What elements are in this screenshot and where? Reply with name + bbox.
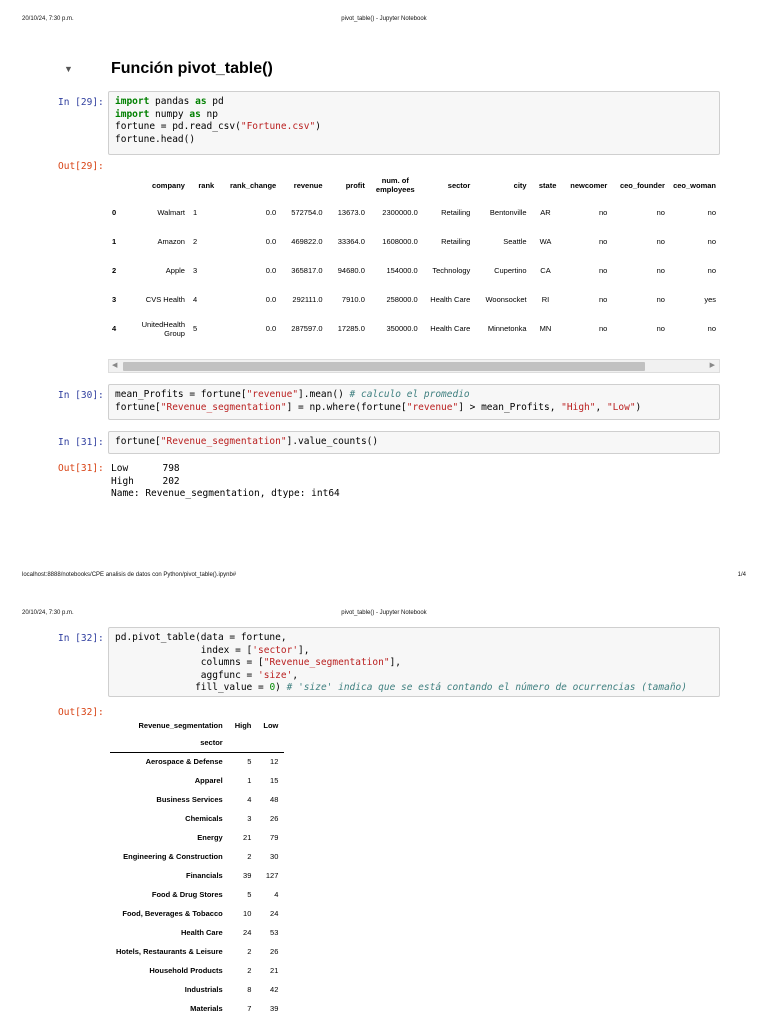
code-cell-30[interactable] [108,384,720,420]
pivot-cell: 21 [270,966,279,975]
table-cell: Apple [165,266,185,275]
code-cell-29[interactable] [108,91,720,155]
input-prompt-32: In [32]: [58,633,104,644]
table-cell: 1608000.0 [382,237,418,246]
table-cell: Woonsocket [485,295,527,304]
print-title: pivot_table() - Jupyter Notebook [341,16,427,22]
code-text: ], [298,644,310,656]
column-header: city [513,180,527,190]
code-text: pd [206,96,224,107]
pivot-cell: 4 [274,890,279,899]
table-cell: 3 [192,266,198,275]
pivot-row-label: Energy [197,833,223,842]
input-prompt-31: In [31]: [58,437,104,448]
print-title-page2: pivot_table() - Jupyter Notebook [341,610,427,616]
pivot-row-label: Food, Beverages & Tobacco [122,909,223,918]
code-text: pd.pivot_table(data = fortune, [115,632,287,643]
table-cell: Technology [432,266,471,275]
pivot-cell: 5 [247,890,252,899]
pivot-cell: 39 [243,871,252,880]
table-row [110,771,284,790]
kw-as: as [189,108,201,120]
table-row [110,942,284,961]
row-index: 3 [112,295,117,304]
table-cell: 0.0 [265,266,277,275]
table-cell: 2300000.0 [382,208,418,217]
code-string: "revenue" [406,401,459,413]
table-row [110,923,284,942]
column-header: profit [345,180,365,190]
table-cell: Retailing [441,208,471,217]
table-cell: 154000.0 [386,266,418,275]
table-cell: 2 [192,237,198,246]
table-cell: no [599,237,608,246]
table-cell: 258000.0 [386,295,418,304]
code-string: "Fortune.csv" [240,121,316,132]
code-text: ) [315,121,321,132]
code-comment: # calculo el promedio [349,389,470,400]
pivot-cell: 48 [270,795,279,804]
table-cell: MN [539,324,552,333]
table-cell: no [707,266,716,275]
column-header: num. of employees [375,176,415,194]
code-cell-32[interactable] [108,627,720,697]
column-header: state [538,180,557,190]
pivot-row-label: Business Services [156,795,223,804]
code-string: "High" [561,401,596,413]
pivot-cell: 30 [270,852,279,861]
table-row [108,285,720,314]
pivot-output [110,716,284,1018]
table-row [108,227,720,256]
table-cell: UnitedHealth Group [141,319,185,338]
pivot-cell: 53 [270,928,279,937]
output-line: Name: Revenue_segmentation, dtype: int64 [111,488,340,499]
pivot-row-label: Industrials [184,985,223,994]
column-header [108,172,127,198]
pivot-header-row [110,716,284,734]
code-text: index = [ [115,644,253,656]
table-row [110,980,284,999]
pivot-index-row [110,734,284,752]
pivot-cell: 127 [265,871,279,880]
table-cell: 94680.0 [337,266,365,275]
scrollbar-thumb[interactable] [123,362,645,371]
pivot-empty [229,734,258,752]
table-cell: 4 [192,295,198,304]
pivot-cell: 26 [270,814,279,823]
row-index: 2 [112,266,117,275]
table-cell: 1 [192,208,198,217]
code-string: "Low" [606,401,636,413]
table-cell: Health Care [430,295,471,304]
code-text: fortune[ [115,401,161,413]
table-cell: Walmart [157,208,185,217]
pivot-empty [257,734,284,752]
code-text: aggfunc = [115,669,258,681]
print-date-page2: 20/10/24, 7:30 p.m. [22,610,74,616]
pivot-cell: 26 [270,947,279,956]
table-cell: Minnetonka [487,324,527,333]
pivot-cell: 7 [247,1004,252,1013]
pivot-cell: 24 [270,909,279,918]
pivot-cell: 12 [270,757,279,767]
table-cell: AR [540,208,551,217]
code-text: ].mean() [298,389,350,400]
print-date: 20/10/24, 7:30 p.m. [22,16,74,22]
table-row [110,752,284,771]
code-string: "Revenue_segmentation" [263,657,390,668]
pivot-cell: 2 [247,966,252,975]
pivot-cell: 39 [270,1004,279,1013]
table-cell: no [656,266,665,275]
table-cell: CVS Health [145,295,185,304]
input-prompt-30: In [30]: [58,390,104,401]
code-text: ], [389,657,402,668]
input-prompt-29: In [29]: [58,97,104,108]
column-header: ceo_woman [673,180,716,190]
table-cell: no [656,237,665,246]
table-row [110,999,284,1018]
code-text: numpy [149,108,190,120]
pivot-cell: 3 [247,814,252,823]
table-cell: 0.0 [265,208,277,217]
pivot-cell: 8 [247,985,252,994]
column-header: company [152,180,185,190]
table-row [108,198,720,227]
table-cell: 469822.0 [291,237,323,246]
horizontal-scrollbar[interactable] [108,359,720,373]
pivot-cell: 10 [243,909,252,918]
code-string: "Revenue_segmentation" [160,436,287,447]
code-text: ] > mean_Profits, [458,401,562,413]
pivot-row-label: Health Care [181,928,223,937]
column-header: sector [447,180,471,190]
pivot-row-label: Apparel [194,776,223,785]
table-row [110,847,284,866]
table-cell: yes [704,295,716,304]
scroll-right-icon[interactable]: ▶ [709,362,715,369]
table-cell: no [599,208,608,217]
table-cell: Bentonville [489,208,527,217]
code-text: np [200,108,218,120]
table-cell: CA [540,266,551,275]
value-counts-output [111,463,340,501]
output-line: High 202 [111,475,180,487]
table-row [110,790,284,809]
table-cell: 365817.0 [291,266,323,275]
table-cell: 287597.0 [291,324,323,333]
table-row [110,961,284,980]
code-text: ].value_counts() [286,436,379,447]
pivot-table [110,716,284,1018]
code-text: fortune[ [115,436,161,447]
row-index: 0 [112,208,117,217]
pivot-cell: 1 [247,776,252,785]
table-row [110,885,284,904]
table-cell: WA [539,237,552,246]
table-cell: 0.0 [265,237,277,246]
code-comment: # 'size' indica que se está contando el número de ocurrencias (tamaño) [286,682,687,693]
table-cell: no [707,237,716,246]
code-text: fortune = pd.read_csv( [115,121,241,132]
kw-import: import [115,96,150,107]
pivot-cell: 4 [247,795,252,804]
table-row [108,314,720,343]
output-prompt-32: Out[32]: [58,707,104,718]
pivot-cell: 24 [243,928,252,937]
pivot-row-label: Aerospace & Defense [145,757,223,767]
output-line: Low 798 [111,463,180,474]
dataframe-output [108,172,720,343]
pivot-row-label: Household Products [149,966,223,975]
output-prompt-29: Out[29]: [58,161,104,172]
pivot-row-label: Engineering & Construction [123,852,223,861]
table-cell: no [599,266,608,275]
table-row [110,904,284,923]
code-text: , [292,669,299,681]
table-row [110,828,284,847]
pivot-cell: 15 [270,776,279,785]
table-cell: no [707,324,716,333]
table-cell: no [599,295,608,304]
page-number: 1/4 [737,572,746,578]
table-cell: no [656,208,665,217]
column-header: ceo_founder [619,180,665,190]
table-cell: 572754.0 [291,208,323,217]
pivot-cell: 2 [247,947,252,956]
code-string: "revenue" [246,389,299,400]
column-header: revenue [293,180,323,190]
pivot-cell: 2 [247,852,252,861]
row-index: 4 [112,324,117,333]
code-text: ) [275,682,287,693]
code-string: "Revenue_segmentation" [160,401,287,413]
code-number: 0 [269,682,276,693]
code-text: , [595,401,607,413]
table-cell: Amazon [157,237,185,246]
code-string: 'sector' [252,644,299,656]
table-cell: 292111.0 [292,295,323,304]
table-cell: 350000.0 [386,324,418,333]
code-text: fortune.head() [115,133,196,145]
table-cell: 33364.0 [337,237,365,246]
table-cell: Health Care [430,324,471,333]
pivot-index-name: sector [200,738,223,748]
scroll-left-icon[interactable]: ◀ [112,362,118,369]
table-cell: no [656,295,665,304]
code-text: columns = [ [115,657,264,668]
table-cell: 13673.0 [337,208,365,217]
code-text: pandas [149,96,196,107]
table-cell: Seattle [503,237,527,246]
column-header: newcomer [570,180,608,190]
kw-as: as [195,96,207,107]
pivot-cell: 42 [270,985,279,994]
pivot-columns-name: Revenue_segmentation [138,720,223,730]
table-cell: 5 [192,324,198,333]
pivot-row-label: Materials [190,1004,223,1013]
section-title: Función pivot_table() [111,60,273,77]
column-header: rank_change [229,180,277,190]
pivot-cell: 21 [243,833,252,842]
table-row [110,809,284,828]
table-cell: 0.0 [265,295,277,304]
collapse-icon[interactable]: ▼ [64,64,73,74]
print-url: localhost:8888/notebooks/CPE analisis de datos con Python/pivot_table().ipynb# [22,572,237,578]
pivot-cell: 79 [270,833,279,842]
code-text: ] = np.where(fortune[ [286,401,407,413]
output-prompt-31: Out[31]: [58,463,104,474]
code-text: ) [635,401,642,413]
table-cell: Cupertino [494,266,527,275]
column-header: rank [198,180,215,190]
code-cell-31[interactable] [108,431,720,454]
table-row [110,866,284,885]
table-cell: 7910.0 [341,295,365,304]
pivot-row-label: Financials [186,871,223,880]
table-cell: no [599,324,608,333]
code-text: mean_Profits = fortune[ [115,389,247,400]
table-cell: 0.0 [265,324,277,333]
pivot-row-label: Chemicals [185,814,223,823]
table-cell: RI [541,295,550,304]
pivot-row-label: Food & Drug Stores [151,890,223,899]
table-row [108,256,720,285]
table-cell: 17285.0 [337,324,365,333]
table-cell: no [707,208,716,217]
row-index: 1 [112,237,117,246]
code-string: 'size' [258,669,293,681]
pivot-col-low: Low [263,720,279,730]
pivot-row-label: Hotels, Restaurants & Leisure [116,947,223,956]
code-text: fill_value = [115,682,270,693]
kw-import: import [115,108,150,120]
table-cell: Retailing [441,237,471,246]
pivot-cell: 5 [247,757,252,767]
table-cell: no [656,324,665,333]
table-header-row [108,172,720,198]
dataframe-table [108,172,720,343]
pivot-col-high: High [234,720,252,730]
